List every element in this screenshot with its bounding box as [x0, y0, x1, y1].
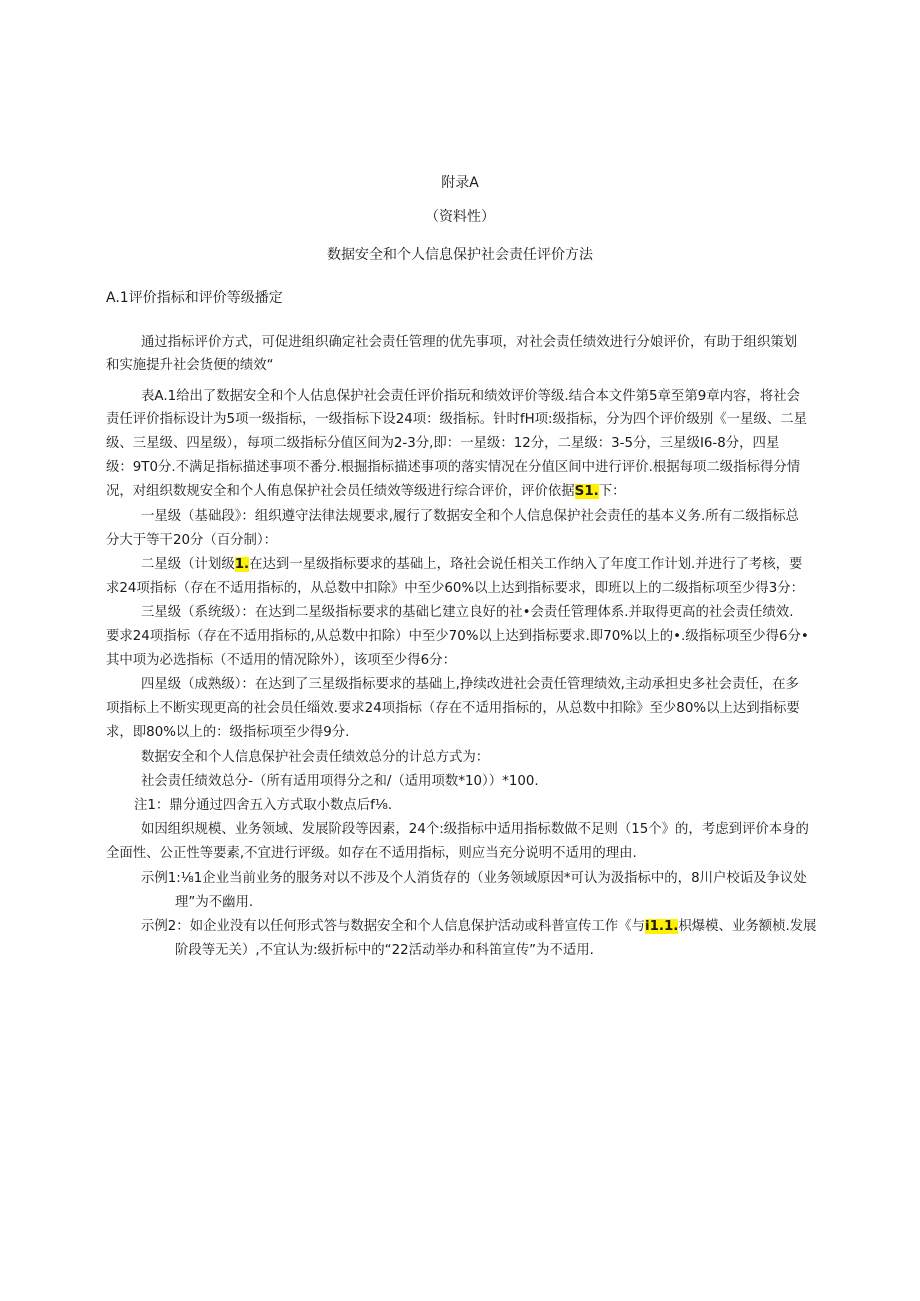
note-line: 注1：鼎分通过四舍五入方式取小数点后f⅛.: [134, 798, 393, 813]
formula-line: 社会责任绩效总分-（所有适用项得分之和/（适用项数*10））*100.: [141, 774, 539, 789]
paragraph-line: 三星级（系统级）：在达到二星级指标要求的基础匕建立良好的社•会责任管理体系.并取得更高的社会责任绩效.: [141, 605, 794, 620]
text-run: 示例2：如企业没有以任何形式答与数据安全和个人信息保护活动或科普宣传工作《与: [141, 919, 645, 934]
appendix-label: 附录A: [441, 175, 479, 191]
paragraph-line: 通过指标评价方式，可促进组织确定社会责任管理的优先事项，对社会责任绩效进行分娘评价，有助于组织策划: [141, 335, 798, 350]
paragraph-line: 责任评价指标设计为5项一级指标，一级指标下设24项：级指标。针时fH项:级指标，分为四个评价级别《一星级、二星: [106, 412, 807, 427]
text-run: 下：: [598, 484, 626, 499]
text-run: 在达到一星级指标要求的基础上，珞社会说任相关工作纳入了年度工作计划.并进行了考核，要: [249, 557, 803, 572]
highlight-mark: S1.: [574, 484, 599, 499]
paragraph-line: 如因组织规模、业务领域、发展阶段等因素，24个:级指标中适用指标数做不足则（15个》的，考虑到评价本身的: [141, 822, 809, 837]
paragraph-line: 求24项指标（存在不适用指标的，从总数中扣除》中至少60%以上达到指标要求，即班以上的二级指标项至少得3分：: [106, 581, 805, 596]
paragraph-line: 级、三星级、四星级），每项二级指标分值区间为2-3分,即：一星级：12分，二星级：3-5分，三星级I6-8分，四星: [106, 436, 780, 451]
appendix-nature: （资料性）: [425, 209, 495, 225]
section-heading: A.1评价指标和评价等级播定: [106, 290, 283, 306]
example-line: [141, 918, 817, 936]
paragraph-line: [106, 483, 626, 501]
text-run: 二星级（计划级: [141, 557, 235, 572]
example-line: 示例1:⅛1企业当前业务的服务对以不涉及个人消货存的（业务领域原因*可认为汲指标中的，8川户校诟及争议处: [141, 871, 807, 886]
paragraph-line: 全面性、公正性等要素,不宜进行评级。如存在不适用指标，则应当充分说明不适用的理由.: [106, 846, 637, 861]
paragraph-line: 项指标上不断实现更高的社会员任缁效.要求24项指标（存在不适用指标的，从总数中扣除》至少80%以上达到指标要: [106, 701, 800, 716]
paragraph-line: 表A.1给出了数据安全和个人估息保护社会责任评价指玩和绩效评价等级.结合本文件第5章至第9章内容，将社会: [141, 389, 800, 404]
paragraph-line: 要求24项指标（存在不适用指标的,从总数中扣除）中至少70%以上达到指标要求.即70%以上的•.级指标项至少得6分•: [106, 629, 809, 644]
paragraph-line: 四星级（成熟级）：在达到了三星级指标要求的基础上,挣续改进社会责任管理绩效,主动承担史多社会责任，在多: [141, 677, 799, 692]
appendix-title: 数据安全和个人信息保护社会责任评价方法: [327, 247, 593, 263]
paragraph-line: 和实施提升社会货便的绩效“: [106, 358, 274, 373]
paragraph-line: 其中项为必选指标（不适用的情况除外），该项至少得6分：: [106, 653, 456, 668]
example-line: 理”为不幽用.: [175, 895, 254, 910]
paragraph-line: 数据安全和个人信息保护社会责任绩效总分的计总方式为：: [141, 750, 490, 765]
paragraph-line: 分大于等干20分（百分制）：: [106, 533, 278, 548]
example-line: 阶段等无关）,不宜认为:级折标中的“22活动举办和科笛宣传”为不适用.: [175, 943, 594, 958]
paragraph-line: [141, 556, 802, 574]
highlight-mark: 1.: [234, 557, 250, 572]
paragraph-line: 求，即80%以上的：级指标项至少得9分.: [106, 725, 350, 740]
highlight-mark: i1.1.: [644, 919, 679, 934]
text-run: 枳爆模、业务额桢.发展: [678, 919, 817, 934]
paragraph-line: 级：9T0分.不满足指标描述事项不番分.根掘指标描述事项的落实情况在分值区间中进行评价.根据每项二级指标得分情: [106, 460, 801, 475]
paragraph-line: 一星级（基础段》：组织遵守法律法规要求,履行了数据安全和个人信息保护社会责任的基本义务.所有二级指标总: [141, 509, 799, 524]
text-run: 况，对组织数规安全和个人侑息保护社会员任绩效等级进行综合评价，评价依据: [106, 484, 575, 499]
